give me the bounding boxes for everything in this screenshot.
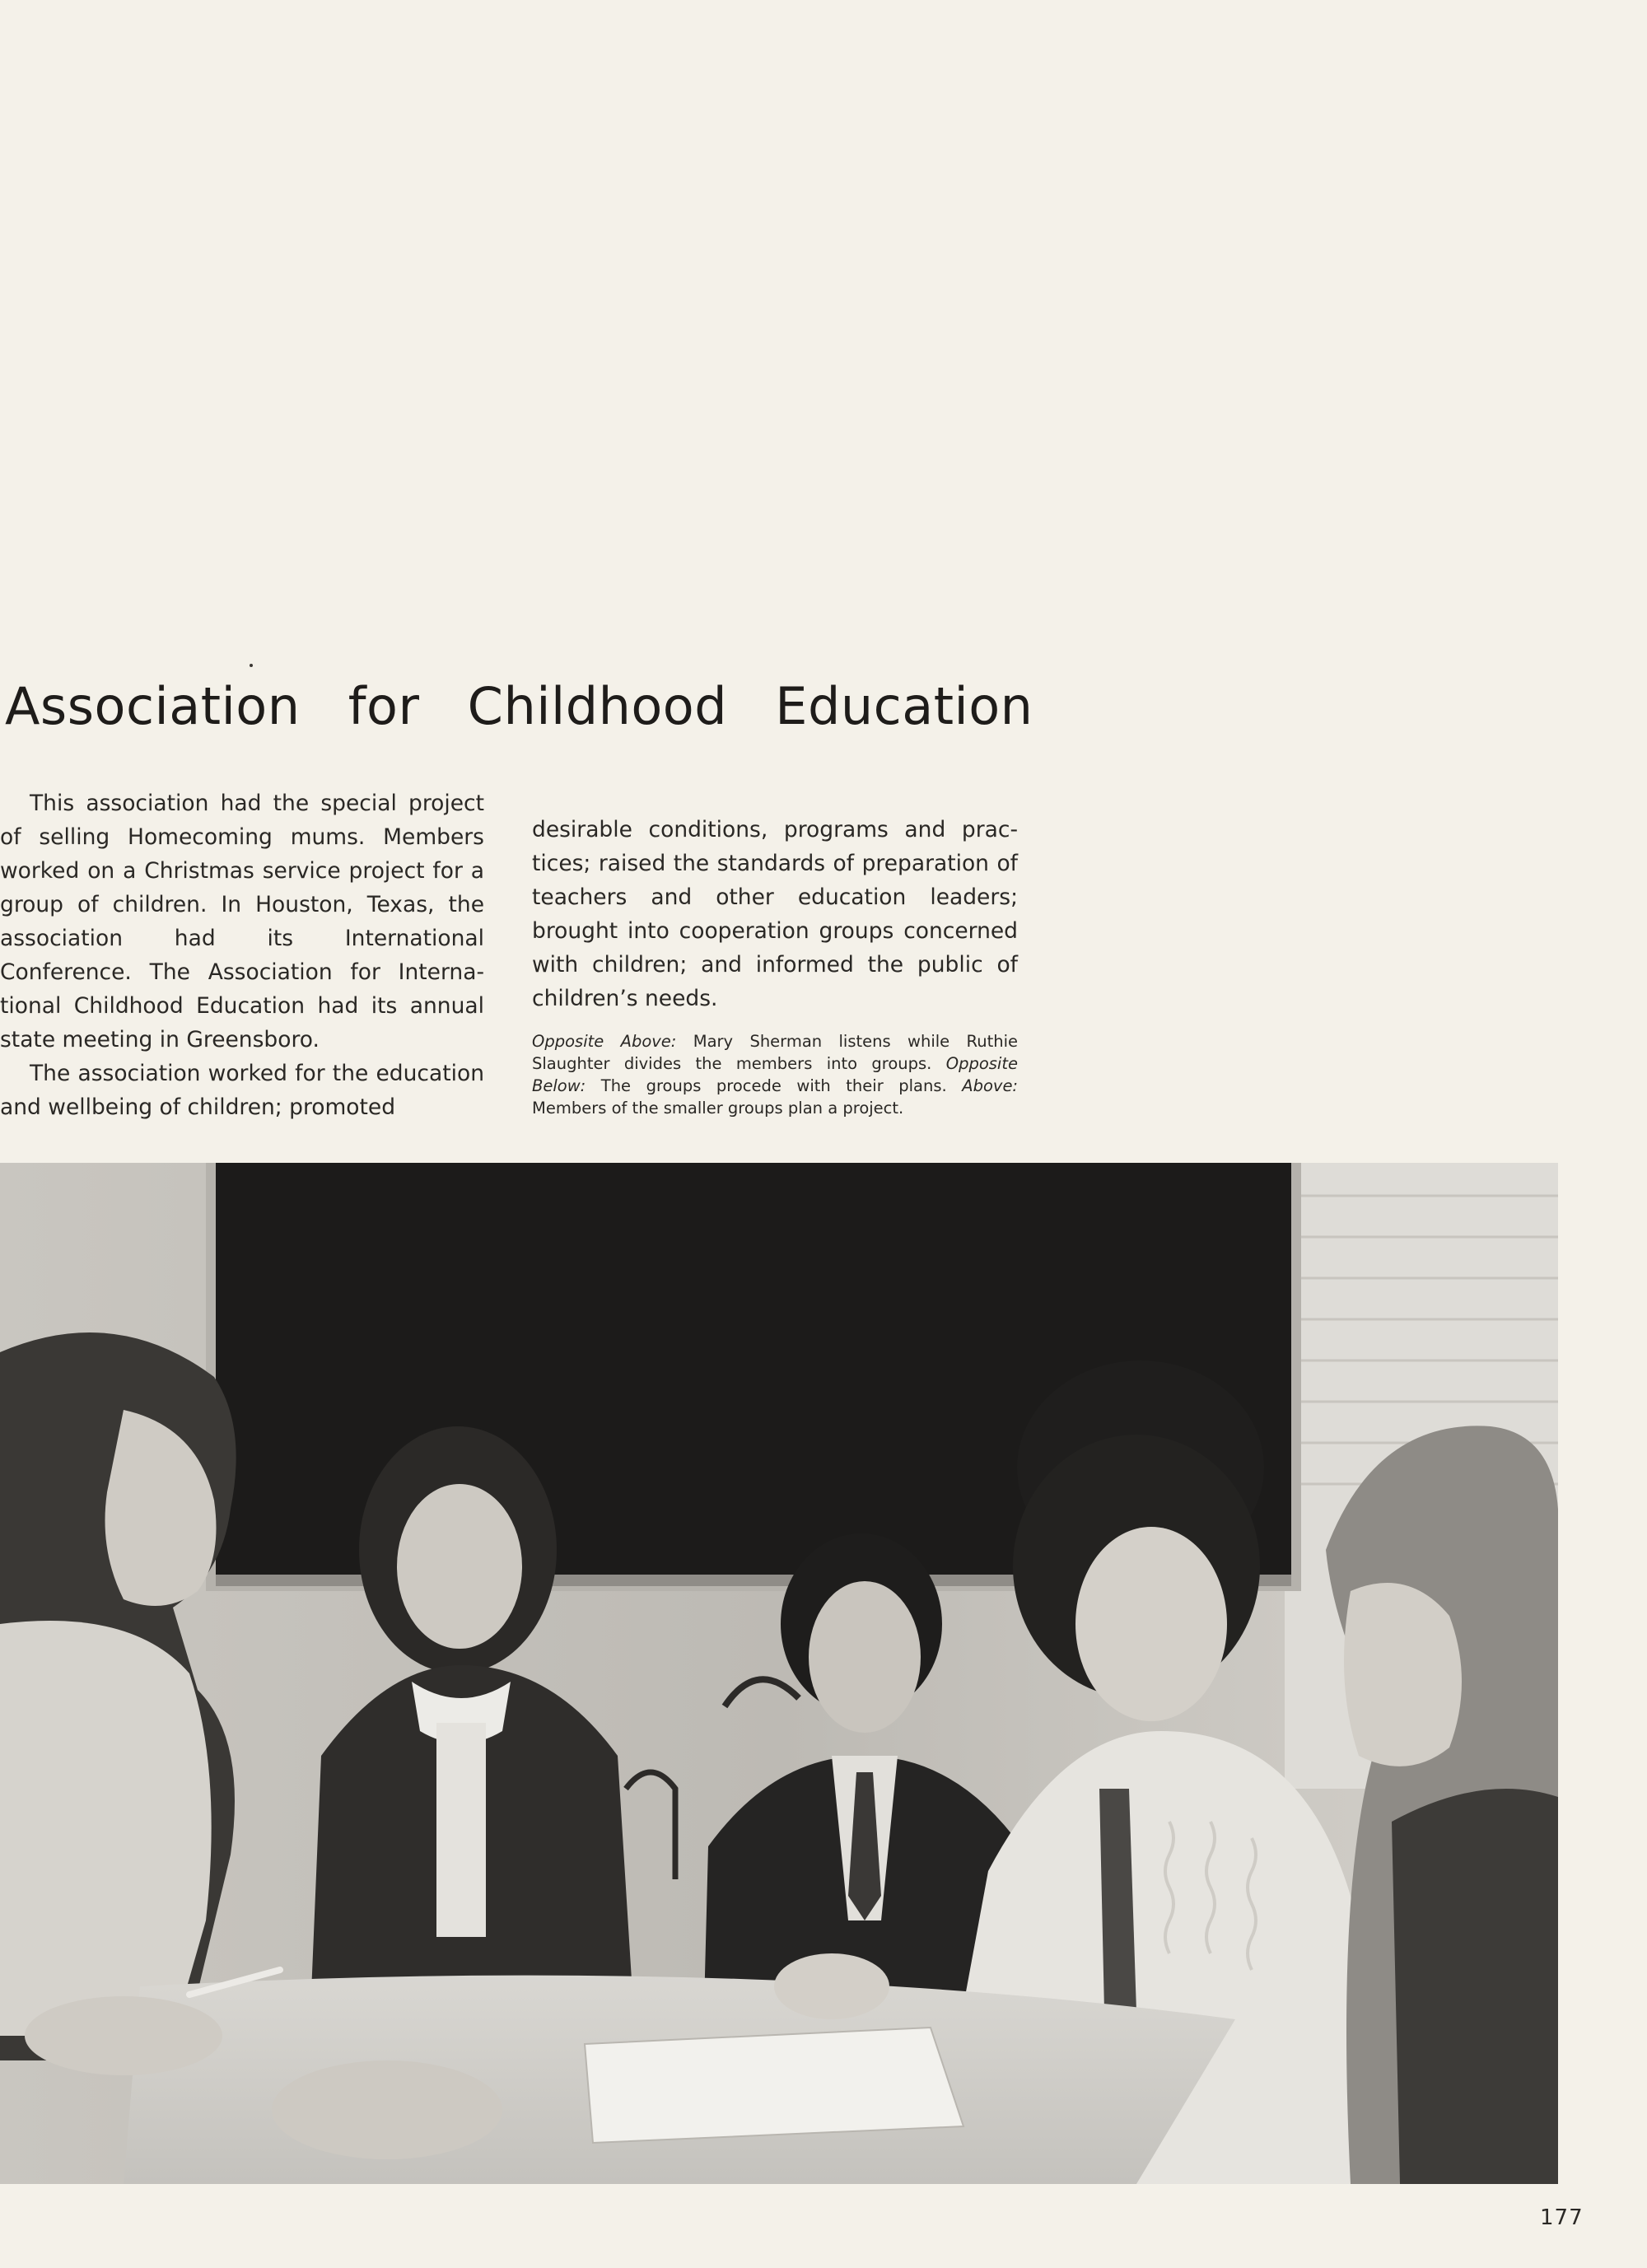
photo-papers xyxy=(585,2028,963,2143)
article-paragraph-2: The association worked for the education and wellbeing of children; promoted xyxy=(0,1061,484,1120)
photo-hands-center xyxy=(774,1953,889,2019)
photo-caption xyxy=(532,1030,1018,1119)
group-photo xyxy=(0,1163,1558,2184)
caption-label-opposite-below: Opposite Below: xyxy=(532,1054,1018,1095)
photo-person-3-face xyxy=(809,1581,921,1733)
group-photo-illustration xyxy=(0,1163,1558,2184)
caption-text-above: Members of the smaller groups plan a project. xyxy=(532,1099,904,1118)
article-column-right xyxy=(532,813,1018,1015)
caption-label-above: Above: xyxy=(962,1076,1019,1095)
page-number: 177 xyxy=(1540,2205,1584,2230)
photo-person-2-face xyxy=(397,1484,522,1649)
photo-hands-left xyxy=(25,1996,222,2075)
photo-person-left-sweater xyxy=(0,1621,212,2036)
article-paragraph-1: This association had the special project of selling Homecoming mums. Members worked on a Christmas service project for a group of children. In Houston, Texas, the association had its International Conference. The Association for International Childhood Education had its annual state meeting in Greensboro. xyxy=(0,791,484,1052)
photo-person-2-blouse xyxy=(436,1723,486,1937)
caption-label-opposite-above: Opposite Above: xyxy=(532,1032,677,1051)
caption-text-opposite-below: The groups procede with their plans. xyxy=(600,1076,947,1095)
photo-person-4-face xyxy=(1075,1527,1227,1721)
photo-person-5-dress xyxy=(1392,1789,1558,2184)
page-title: Association for Childhood Education xyxy=(5,676,1033,736)
photo-hands-front xyxy=(272,2060,502,2159)
article-column-left xyxy=(0,786,484,1124)
print-dot-mark xyxy=(250,664,253,667)
caption-text-opposite-above: Mary Sherman listens while Ruthie Slaughter divides the members into groups. xyxy=(532,1032,1018,1073)
article-paragraph-3: desirable conditions, programs and practices; raised the standards of preparation of teachers and other education leaders; brought into cooperation groups concerned with children; and informed the public of children’s needs. xyxy=(532,817,1018,1011)
photo-person-5-face xyxy=(1344,1583,1462,1766)
